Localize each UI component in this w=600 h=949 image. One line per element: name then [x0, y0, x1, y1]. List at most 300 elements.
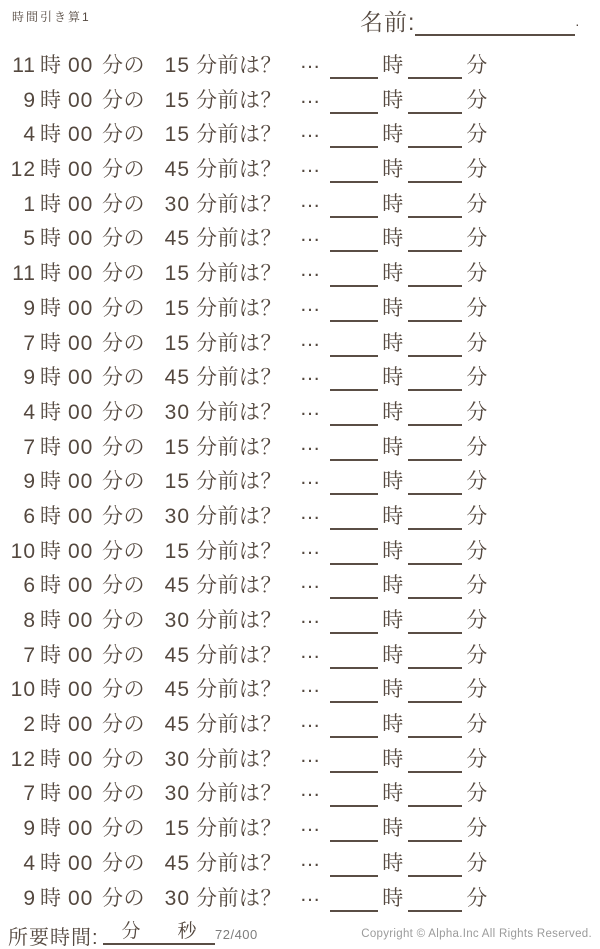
name-line-period: . — [575, 13, 581, 29]
elapsed-time-label: 所要時間: — [8, 927, 99, 949]
answer-minute-blank — [408, 815, 462, 842]
problem-row — [0, 292, 600, 330]
ellipsis: … — [299, 154, 321, 178]
hour-unit: 時 — [40, 227, 62, 251]
answer-hour-blank — [330, 121, 378, 148]
hour-unit: 時 — [40, 400, 62, 424]
minute-value: 00 — [68, 158, 94, 182]
before-minutes-value: 15 — [164, 470, 190, 494]
hour-unit: 時 — [40, 192, 62, 216]
answer-minute-blank — [408, 503, 462, 530]
answer-minute-blank — [408, 191, 462, 218]
answer-hour-unit: 時 — [382, 123, 404, 147]
answer-hour-blank — [330, 642, 378, 669]
minute-value: 00 — [68, 643, 94, 667]
minute-value: 00 — [68, 609, 94, 632]
ellipsis: … — [299, 362, 321, 386]
before-question-label: 分前は？ — [196, 851, 282, 875]
before-question-label: 分前は？ — [196, 643, 282, 667]
answer-minute-unit: 分 — [466, 539, 488, 563]
problem-row — [0, 156, 600, 191]
before-question-label: 分前は？ — [196, 609, 282, 632]
answer-minute-unit: 分 — [466, 713, 488, 737]
problem-row — [0, 84, 600, 122]
before-minutes-value: 30 — [164, 747, 190, 771]
problem-row — [0, 743, 600, 781]
minute-no-label: 分の — [102, 88, 145, 112]
ellipsis: … — [299, 327, 321, 351]
answer-minute-blank — [408, 572, 462, 599]
before-question-label: 分前は？ — [196, 158, 282, 182]
answer-minute-unit: 分 — [466, 366, 488, 390]
minute-no-label: 分の — [102, 400, 145, 424]
hour-unit: 時 — [40, 88, 62, 112]
problem-row — [0, 260, 600, 295]
answer-minute-unit: 分 — [466, 851, 488, 875]
hour-value: 6 — [23, 574, 36, 598]
before-minutes-value: 15 — [164, 331, 190, 355]
minute-no-label: 分の — [102, 643, 145, 667]
hour-unit: 時 — [40, 158, 62, 182]
answer-hour-unit: 時 — [382, 747, 404, 771]
answer-hour-blank — [330, 815, 378, 842]
answer-hour-blank — [330, 330, 378, 357]
ellipsis: … — [299, 639, 321, 663]
minute-no-label: 分の — [102, 123, 145, 147]
minute-no-label: 分の — [102, 192, 145, 216]
hour-value: 12 — [10, 747, 36, 771]
before-question-label: 分前は？ — [196, 262, 282, 286]
answer-hour-unit: 時 — [382, 851, 404, 875]
before-minutes-value: 15 — [164, 296, 190, 320]
answer-hour-blank — [330, 399, 378, 426]
ellipsis: … — [299, 743, 321, 767]
hour-unit: 時 — [40, 574, 62, 598]
before-question-label: 分前は？ — [196, 88, 282, 112]
name-label: 名前: — [360, 9, 416, 35]
elapsed-minute-unit: 分 — [121, 921, 141, 942]
ellipsis: … — [299, 466, 321, 490]
ellipsis: … — [299, 396, 321, 420]
problem-row — [0, 396, 600, 434]
before-question-label: 分前は？ — [196, 400, 282, 424]
hour-value: 10 — [10, 678, 36, 702]
minute-value: 00 — [68, 817, 94, 841]
answer-minute-unit: 分 — [466, 678, 488, 702]
answer-hour-blank — [330, 468, 378, 495]
minute-value: 00 — [68, 366, 94, 390]
minute-no-label: 分の — [102, 609, 145, 632]
answer-minute-blank — [408, 121, 462, 148]
hour-value: 6 — [23, 504, 36, 528]
hour-value: 7 — [23, 435, 36, 459]
answer-hour-unit: 時 — [382, 504, 404, 528]
problem-row — [0, 676, 600, 711]
answer-minute-unit: 分 — [466, 747, 488, 771]
answer-minute-unit: 分 — [466, 817, 488, 841]
before-question-label: 分前は？ — [196, 817, 282, 841]
hour-value: 9 — [23, 817, 36, 841]
hour-value: 1 — [23, 192, 36, 216]
answer-minute-blank — [408, 676, 462, 703]
answer-minute-unit: 分 — [466, 782, 488, 806]
answer-minute-blank — [408, 52, 462, 79]
answer-minute-blank — [408, 468, 462, 495]
minute-value: 00 — [68, 192, 94, 216]
ellipsis: … — [299, 813, 321, 837]
minute-value: 00 — [68, 123, 94, 147]
problem-row — [0, 188, 600, 226]
minute-value: 00 — [68, 227, 94, 251]
copyright: Copyright © Alpha.Inc All Rights Reserved. — [361, 928, 592, 940]
answer-hour-blank — [330, 295, 378, 322]
hour-unit: 時 — [40, 713, 62, 737]
before-minutes-value: 15 — [164, 539, 190, 563]
answer-hour-blank — [330, 225, 378, 252]
problem-row — [0, 327, 600, 365]
answer-hour-blank — [330, 572, 378, 599]
answer-minute-blank — [408, 642, 462, 669]
ellipsis: … — [299, 847, 321, 871]
before-question-label: 分前は？ — [196, 678, 282, 702]
answer-minute-blank — [408, 850, 462, 877]
hour-unit: 時 — [40, 296, 62, 320]
before-question-label: 分前は？ — [196, 192, 282, 216]
answer-minute-blank — [408, 295, 462, 322]
problem-row — [0, 225, 600, 260]
ellipsis: … — [299, 258, 321, 282]
hour-value: 10 — [10, 539, 36, 563]
before-question-label: 分前は？ — [196, 227, 282, 251]
hour-value: 4 — [23, 400, 36, 424]
hour-value: 9 — [23, 88, 36, 112]
problem-row — [0, 364, 600, 399]
ellipsis: … — [299, 431, 321, 455]
ellipsis: … — [299, 84, 321, 108]
minute-no-label: 分の — [102, 713, 145, 737]
hour-unit: 時 — [40, 262, 62, 286]
hour-value: 2 — [23, 713, 36, 737]
ellipsis: … — [299, 50, 321, 73]
minute-no-label: 分の — [102, 227, 145, 251]
ellipsis: … — [299, 188, 321, 212]
hour-unit: 時 — [40, 366, 62, 390]
worksheet-title: 時間引き算1 — [12, 10, 91, 24]
minute-no-label: 分の — [102, 817, 145, 841]
hour-value: 9 — [23, 296, 36, 320]
hour-unit: 時 — [40, 747, 62, 771]
minute-no-label: 分の — [102, 262, 145, 286]
hour-value: 12 — [10, 158, 36, 182]
hour-value: 11 — [12, 54, 36, 77]
answer-minute-unit: 分 — [466, 88, 488, 112]
answer-minute-unit: 分 — [466, 609, 488, 632]
hour-value: 4 — [23, 851, 36, 875]
answer-minute-blank — [408, 607, 462, 634]
problem-row — [0, 431, 600, 469]
before-minutes-value: 45 — [164, 643, 190, 667]
minute-value: 00 — [68, 747, 94, 771]
minute-value: 00 — [68, 504, 94, 528]
minute-value: 00 — [68, 574, 94, 598]
problem-row — [0, 535, 600, 573]
answer-minute-unit: 分 — [466, 192, 488, 216]
before-minutes-value: 45 — [164, 678, 190, 702]
name-blank-line — [415, 8, 575, 36]
answer-minute-blank — [408, 434, 462, 461]
problem-list — [0, 52, 600, 919]
answer-hour-blank — [330, 746, 378, 773]
minute-value: 00 — [68, 54, 94, 77]
answer-hour-unit: 時 — [382, 400, 404, 424]
hour-unit: 時 — [40, 504, 62, 528]
problem-row — [0, 468, 600, 503]
minute-no-label: 分の — [102, 574, 145, 598]
before-minutes-value: 30 — [164, 400, 190, 424]
minute-value: 00 — [68, 886, 94, 910]
answer-minute-unit: 分 — [466, 123, 488, 147]
answer-hour-blank — [330, 885, 378, 912]
answer-hour-blank — [330, 364, 378, 391]
before-minutes-value: 45 — [164, 851, 190, 875]
before-question-label: 分前は？ — [196, 470, 282, 494]
before-minutes-value: 30 — [164, 782, 190, 806]
answer-minute-unit: 分 — [466, 54, 488, 77]
problem-row — [0, 121, 600, 156]
hour-value: 7 — [23, 331, 36, 355]
minute-no-label: 分の — [102, 470, 145, 494]
answer-hour-unit: 時 — [382, 574, 404, 598]
answer-minute-unit: 分 — [466, 227, 488, 251]
answer-hour-unit: 時 — [382, 158, 404, 182]
answer-hour-unit: 時 — [382, 470, 404, 494]
answer-hour-blank — [330, 260, 378, 287]
hour-unit: 時 — [40, 539, 62, 563]
hour-value: 9 — [23, 366, 36, 390]
ellipsis: … — [299, 500, 321, 524]
hour-value: 7 — [23, 782, 36, 806]
answer-minute-unit: 分 — [466, 331, 488, 355]
elapsed-second-unit: 秒 — [177, 921, 197, 942]
answer-hour-blank — [330, 87, 378, 114]
answer-minute-unit: 分 — [466, 400, 488, 424]
before-question-label: 分前は？ — [196, 886, 282, 910]
minute-no-label: 分の — [102, 158, 145, 182]
before-minutes-value: 15 — [164, 262, 190, 286]
answer-hour-blank — [330, 503, 378, 530]
answer-hour-unit: 時 — [382, 366, 404, 390]
hour-unit: 時 — [40, 851, 62, 875]
answer-minute-unit: 分 — [466, 296, 488, 320]
hour-value: 11 — [12, 262, 36, 286]
minute-no-label: 分の — [102, 366, 145, 390]
before-minutes-value: 45 — [164, 574, 190, 598]
problem-row — [0, 639, 600, 677]
before-question-label: 分前は？ — [196, 54, 282, 77]
before-minutes-value: 15 — [164, 123, 190, 147]
minute-value: 00 — [68, 435, 94, 459]
answer-hour-blank — [330, 538, 378, 565]
problem-row — [0, 882, 600, 920]
ellipsis: … — [299, 882, 321, 906]
answer-hour-blank — [330, 607, 378, 634]
answer-minute-blank — [408, 711, 462, 738]
hour-unit: 時 — [40, 782, 62, 806]
answer-hour-unit: 時 — [382, 296, 404, 320]
before-question-label: 分前は？ — [196, 747, 282, 771]
page-number: 72/400 — [215, 927, 258, 942]
answer-minute-blank — [408, 364, 462, 391]
answer-hour-unit: 時 — [382, 643, 404, 667]
minute-value: 00 — [68, 88, 94, 112]
before-question-label: 分前は？ — [196, 435, 282, 459]
problem-row — [0, 52, 600, 87]
minute-value: 00 — [68, 262, 94, 286]
hour-unit: 時 — [40, 643, 62, 667]
hour-value: 7 — [23, 643, 36, 667]
answer-hour-blank — [330, 711, 378, 738]
answer-minute-unit: 分 — [466, 886, 488, 910]
answer-hour-unit: 時 — [382, 609, 404, 632]
answer-hour-unit: 時 — [382, 435, 404, 459]
hour-value: 8 — [23, 609, 36, 632]
problem-row — [0, 711, 600, 746]
problem-row — [0, 607, 600, 642]
ellipsis: … — [299, 605, 321, 628]
answer-hour-unit: 時 — [382, 782, 404, 806]
answer-minute-unit: 分 — [466, 574, 488, 598]
before-question-label: 分前は？ — [196, 539, 282, 563]
answer-minute-unit: 分 — [466, 504, 488, 528]
answer-hour-blank — [330, 434, 378, 461]
minute-no-label: 分の — [102, 435, 145, 459]
problem-row — [0, 572, 600, 607]
name-field — [360, 6, 580, 36]
answer-hour-unit: 時 — [382, 331, 404, 355]
elapsed-time-blank-line — [103, 919, 215, 945]
answer-hour-unit: 時 — [382, 817, 404, 841]
minute-no-label: 分の — [102, 539, 145, 563]
answer-hour-unit: 時 — [382, 88, 404, 112]
answer-minute-blank — [408, 538, 462, 565]
hour-unit: 時 — [40, 331, 62, 355]
minute-no-label: 分の — [102, 296, 145, 320]
before-minutes-value: 30 — [164, 609, 190, 632]
answer-minute-blank — [408, 260, 462, 287]
minute-value: 00 — [68, 331, 94, 355]
before-question-label: 分前は？ — [196, 574, 282, 598]
ellipsis: … — [299, 292, 321, 316]
before-question-label: 分前は？ — [196, 504, 282, 528]
hour-unit: 時 — [40, 54, 62, 77]
answer-minute-blank — [408, 156, 462, 183]
minute-no-label: 分の — [102, 851, 145, 875]
answer-minute-blank — [408, 87, 462, 114]
answer-hour-unit: 時 — [382, 678, 404, 702]
answer-minute-blank — [408, 225, 462, 252]
ellipsis: … — [299, 119, 321, 143]
before-minutes-value: 45 — [164, 158, 190, 182]
problem-row — [0, 815, 600, 850]
answer-minute-blank — [408, 330, 462, 357]
answer-hour-unit: 時 — [382, 886, 404, 910]
minute-value: 00 — [68, 470, 94, 494]
minute-no-label: 分の — [102, 504, 145, 528]
hour-value: 9 — [23, 886, 36, 910]
hour-value: 9 — [23, 470, 36, 494]
answer-minute-blank — [408, 885, 462, 912]
minute-value: 00 — [68, 539, 94, 563]
hour-unit: 時 — [40, 123, 62, 147]
minute-no-label: 分の — [102, 331, 145, 355]
answer-hour-unit: 時 — [382, 539, 404, 563]
footer — [0, 919, 600, 949]
before-minutes-value: 15 — [164, 817, 190, 841]
minute-no-label: 分の — [102, 678, 145, 702]
answer-hour-blank — [330, 52, 378, 79]
hour-unit: 時 — [40, 609, 62, 632]
before-question-label: 分前は？ — [196, 331, 282, 355]
minute-no-label: 分の — [102, 54, 145, 77]
answer-hour-unit: 時 — [382, 227, 404, 251]
answer-minute-blank — [408, 780, 462, 807]
hour-unit: 時 — [40, 678, 62, 702]
answer-hour-unit: 時 — [382, 713, 404, 737]
minute-value: 00 — [68, 713, 94, 737]
answer-hour-blank — [330, 156, 378, 183]
hour-unit: 時 — [40, 886, 62, 910]
problem-row — [0, 780, 600, 815]
answer-minute-unit: 分 — [466, 470, 488, 494]
before-minutes-value: 15 — [164, 54, 190, 77]
answer-minute-unit: 分 — [466, 158, 488, 182]
minute-no-label: 分の — [102, 782, 145, 806]
minute-value: 00 — [68, 678, 94, 702]
before-minutes-value: 30 — [164, 886, 190, 910]
before-question-label: 分前は？ — [196, 366, 282, 390]
answer-hour-unit: 時 — [382, 54, 404, 77]
before-question-label: 分前は？ — [196, 296, 282, 320]
minute-no-label: 分の — [102, 747, 145, 771]
answer-hour-blank — [330, 191, 378, 218]
answer-hour-unit: 時 — [382, 262, 404, 286]
hour-unit: 時 — [40, 470, 62, 494]
before-minutes-value: 30 — [164, 192, 190, 216]
ellipsis: … — [299, 535, 321, 559]
minute-value: 00 — [68, 851, 94, 875]
hour-value: 4 — [23, 123, 36, 147]
ellipsis: … — [299, 709, 321, 733]
ellipsis: … — [299, 223, 321, 247]
before-minutes-value: 45 — [164, 227, 190, 251]
answer-minute-blank — [408, 746, 462, 773]
answer-minute-unit: 分 — [466, 435, 488, 459]
before-question-label: 分前は？ — [196, 713, 282, 737]
minute-value: 00 — [68, 782, 94, 806]
answer-hour-blank — [330, 676, 378, 703]
problem-row — [0, 847, 600, 885]
problem-row — [0, 500, 600, 538]
before-question-label: 分前は？ — [196, 123, 282, 147]
ellipsis: … — [299, 778, 321, 802]
before-minutes-value: 45 — [164, 713, 190, 737]
answer-minute-unit: 分 — [466, 262, 488, 286]
answer-hour-unit: 時 — [382, 192, 404, 216]
before-minutes-value: 45 — [164, 366, 190, 390]
minute-no-label: 分の — [102, 886, 145, 910]
answer-hour-blank — [330, 780, 378, 807]
before-minutes-value: 15 — [164, 88, 190, 112]
